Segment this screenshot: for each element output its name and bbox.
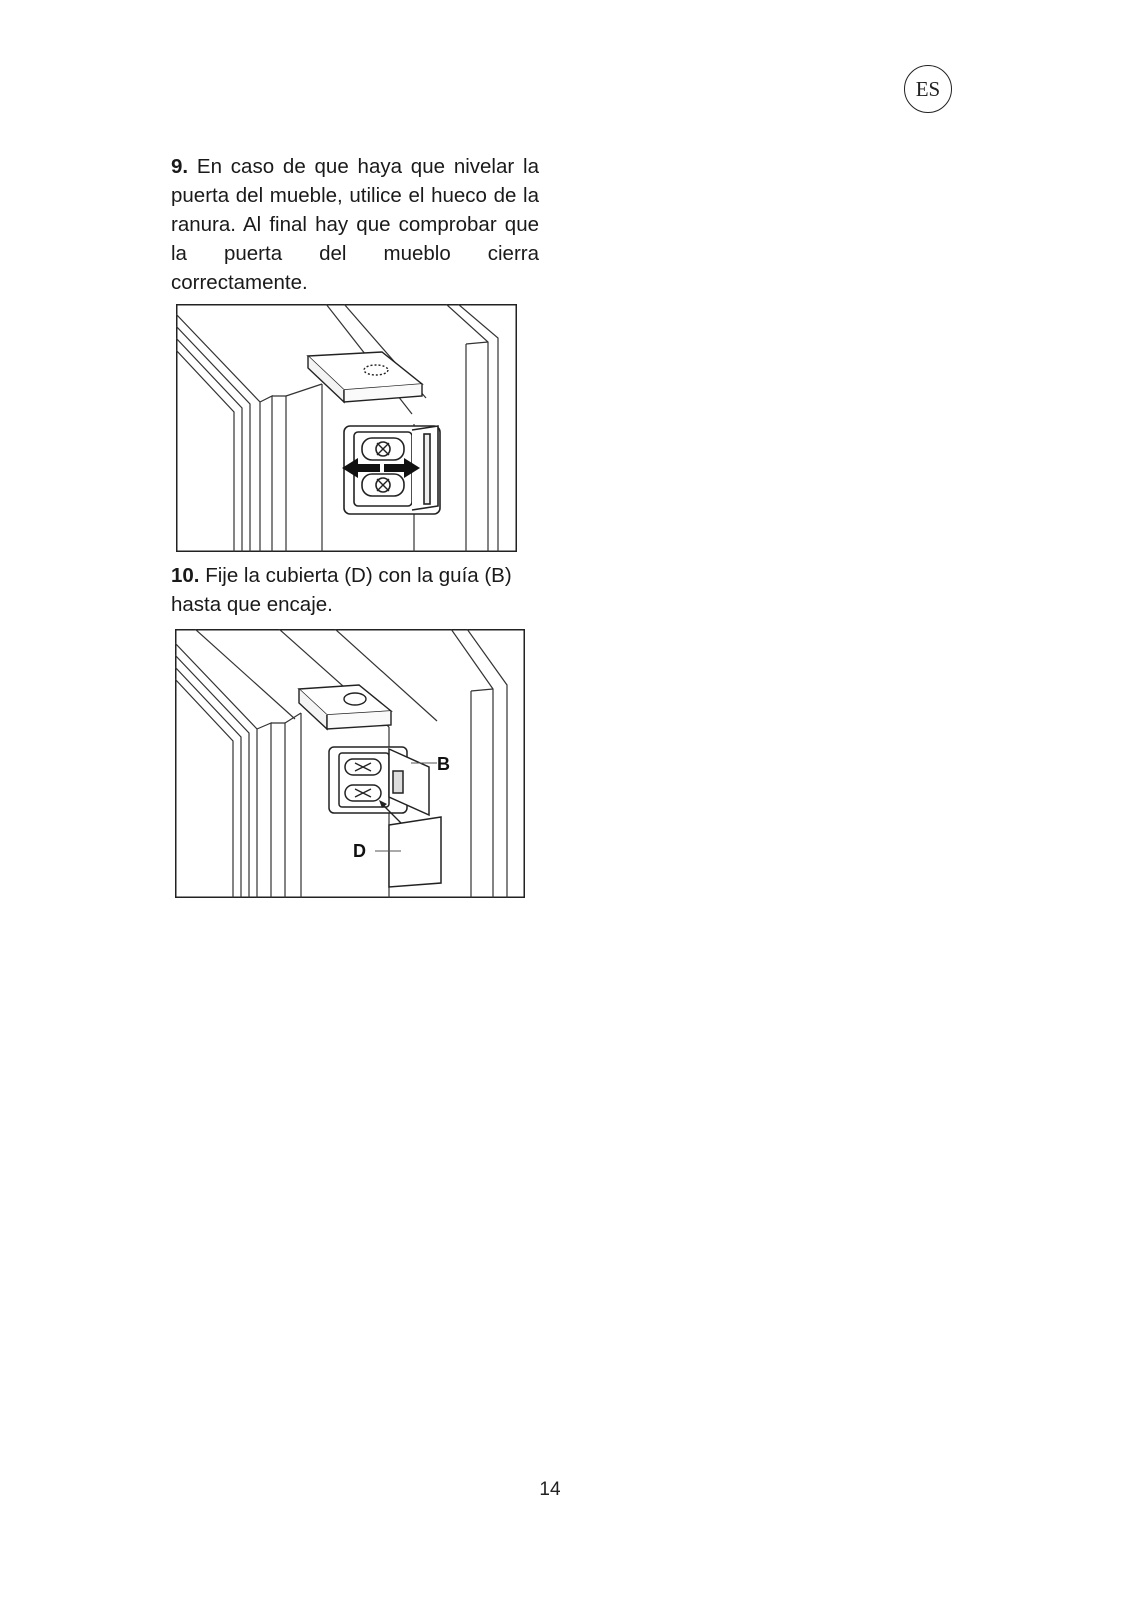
step-10-number: 10. <box>171 564 200 587</box>
page-number: 14 <box>539 1479 561 1500</box>
guide-label-b: B <box>437 754 450 774</box>
step-10-paragraph <box>171 561 551 619</box>
door-leveling-illustration <box>176 304 517 552</box>
step-10-text: Fije la cubierta (D) con la guía (B) hasta que encaje. <box>171 564 512 616</box>
cover-fitting-illustration <box>175 629 525 898</box>
language-badge: ES <box>904 65 952 113</box>
step-9-paragraph <box>171 152 539 297</box>
step-9-number: 9. <box>171 155 189 178</box>
step-9-text: En caso de que haya que nivelar la puerta del mueble, utilice el hueco de la ranura. Al final hay que comprobar que la puerta del mueblo cierra correctamente. <box>171 155 539 294</box>
cover-label-d: D <box>353 841 366 861</box>
